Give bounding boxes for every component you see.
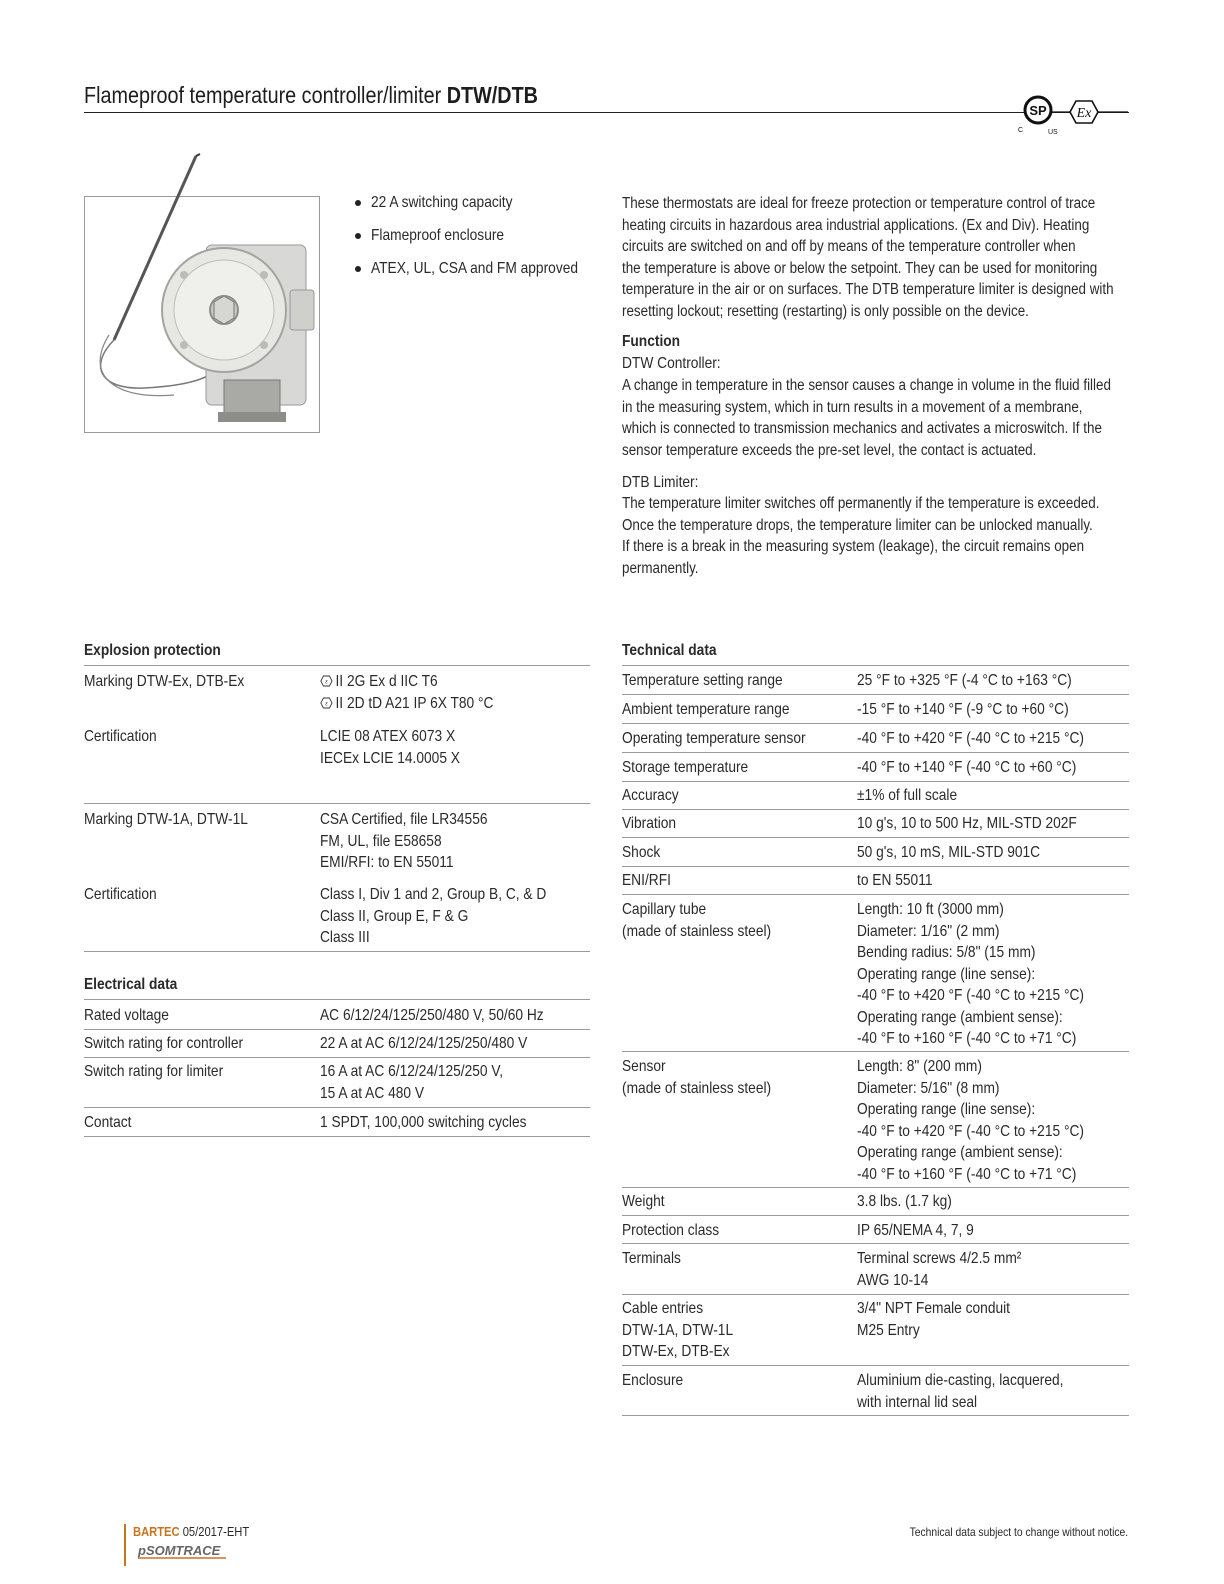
svg-text:ε: ε [325, 679, 328, 686]
technical-row-label [622, 757, 769, 779]
technical-row-value [857, 728, 1121, 750]
limiter-label: DTB Limiter: [622, 474, 699, 491]
cell-line: Marking DTW-1A, DTW-1L [84, 811, 248, 828]
cell-line: Weight [622, 1193, 665, 1210]
technical-heading-rule [622, 665, 1129, 666]
technical-row-label [622, 1370, 693, 1392]
text-line: which is connected to transmission mechanics and activates a microswitch. If the [622, 420, 1102, 438]
cell-line: Marking DTW-Ex, DTB-Ex [84, 673, 245, 690]
brand-name: BARTEC [133, 1524, 180, 1539]
cell-line: Cable entries [622, 1300, 704, 1317]
svg-text:ε: ε [325, 700, 328, 708]
cell-line: -40 °F to +160 °F (-40 °C to +71 °C) [857, 1030, 1077, 1047]
marking-line [320, 693, 493, 715]
cell-line: 3.8 lbs. (1.7 kg) [857, 1193, 952, 1210]
electrical-row-label [84, 1005, 183, 1027]
cell-line: Bending radius: 5/8" (15 mm) [857, 944, 1036, 961]
technical-row-rule [622, 1294, 1129, 1295]
cell-line: Class III [320, 929, 370, 946]
cell-line: AWG 10-14 [857, 1271, 929, 1289]
cell-line: -40 °F to +140 °F (-40 °C to +60 °C) [857, 759, 1077, 776]
technical-row-label [622, 1220, 735, 1242]
technical-row-value [857, 670, 1107, 692]
cell-line: ENI/RFI [622, 872, 671, 889]
technical-row-label [622, 842, 666, 864]
text-line: temperature in the air or on surfaces. The DTB temperature limiter is designed with [622, 281, 1114, 299]
text-line: sensor temperature exceeds the pre-set level, the contact is actuated. [622, 441, 1037, 459]
cell-line: Storage temperature [622, 759, 749, 776]
cell-line: 3/4" NPT Female conduit [857, 1300, 1011, 1317]
cell-line: 50 g's, 10 mS, MIL-STD 901C [857, 844, 1041, 861]
technical-row-rule [622, 866, 1129, 867]
controller-label: DTW Controller: [622, 355, 721, 372]
electrical-row-rule [84, 1107, 590, 1108]
ex-mark-icon [320, 697, 333, 709]
text-line: permanently. [622, 559, 699, 577]
explosion-row-rule [84, 803, 590, 804]
technical-row-value [857, 1370, 1097, 1413]
feature-item: ATEX, UL, CSA and FM approved [353, 258, 612, 291]
technical-row-label [622, 1298, 751, 1363]
marking-line [320, 671, 493, 693]
electrical-row-value [320, 1005, 580, 1027]
explosion-row-value [320, 809, 515, 874]
text-line: The temperature limiter switches off permanently if the temperature is exceeded. [622, 495, 1100, 512]
text-line: These thermostats are ideal for freeze protection or temperature control of trace [622, 195, 1096, 212]
technical-row-value [857, 842, 1070, 864]
technical-row-rule [622, 1051, 1129, 1052]
technical-row-rule [622, 1243, 1129, 1244]
technical-row-rule [622, 694, 1129, 695]
technical-row-label [622, 1056, 795, 1099]
cell-line: IECEx LCIE 14.0005 X [320, 749, 460, 767]
header-rule [84, 112, 1129, 113]
cell-line: Operating temperature sensor [622, 730, 806, 747]
cell-line: 10 g's, 10 to 500 Hz, MIL-STD 202F [857, 815, 1077, 832]
cell-line: 25 °F to +325 °F (-4 °C to +163 °C) [857, 672, 1072, 689]
cell-line: DTW-1A, DTW-1L [622, 1321, 734, 1339]
technical-row-label [622, 728, 835, 750]
technical-row-rule [622, 1215, 1129, 1216]
technical-heading: Technical data [622, 642, 717, 659]
explosion-row-label [84, 809, 275, 831]
electrical-heading-rule [84, 999, 590, 1000]
footer-accent-bar [124, 1524, 126, 1566]
technical-row-value [857, 870, 945, 892]
electrical-row-label [84, 1112, 139, 1134]
product-image [84, 150, 324, 435]
technical-row-value [857, 1298, 1035, 1341]
cell-line: Capillary tube [622, 901, 707, 918]
cell-line: Accuracy [622, 787, 679, 804]
cell-line: Certification [84, 728, 157, 745]
technical-row-rule [622, 1365, 1129, 1366]
explosion-row-value [320, 726, 483, 769]
technical-row-label [622, 899, 795, 942]
explosion-row-value [320, 884, 583, 949]
cell-line: -15 °F to +140 °F (-9 °C to +60 °C) [857, 701, 1069, 718]
csa-logo-icon [1018, 97, 1058, 136]
cell-line: -40 °F to +420 °F (-40 °C to +215 °C) [857, 1122, 1084, 1140]
technical-row-label [622, 870, 679, 892]
function-heading: Function [622, 333, 681, 350]
explosion-row-label [84, 884, 168, 906]
technical-row-rule [622, 723, 1129, 724]
cell-line: Terminal screws 4/2.5 mm² [857, 1250, 1022, 1267]
text-line: the temperature is above or below the setpoint. They can be used for monitoring [622, 259, 1098, 277]
ex-hexagon-icon [1070, 101, 1098, 123]
electrical-row-rule [84, 1057, 590, 1058]
technical-row-label [622, 813, 685, 835]
technical-row-value [857, 1220, 993, 1242]
explosion-row-rule [84, 951, 590, 952]
title-prefix: Flameproof temperature controller/limiter [84, 82, 447, 108]
explosion-row-label [84, 671, 270, 693]
explosion-row-label [84, 726, 168, 748]
marking-text: II 2G Ex d IIC T6 [335, 673, 438, 690]
cell-line: Vibration [622, 815, 677, 832]
ex-mark-icon [320, 675, 333, 687]
cell-line: CSA Certified, file LR34556 [320, 811, 488, 828]
cell-line: Operating range (ambient sense): [857, 1008, 1063, 1026]
technical-row-value [857, 1248, 1048, 1291]
technical-row-rule [622, 1187, 1129, 1188]
cell-line: AC 6/12/24/125/250/480 V, 50/60 Hz [320, 1007, 544, 1024]
technical-row-value [857, 1056, 1121, 1185]
text-line: resetting lockout; resetting (restarting) is only possible on the device. [622, 302, 1029, 320]
intro-paragraph [622, 193, 1128, 323]
cell-line: Contact [84, 1114, 132, 1131]
technical-row-value [857, 699, 1103, 721]
electrical-row-label [84, 1033, 269, 1055]
product-line-logo-icon [136, 1542, 236, 1560]
marking-text: II 2D tD A21 IP 6X T80 °C [335, 694, 494, 712]
technical-row-rule [622, 837, 1129, 838]
cell-line: Terminals [622, 1250, 681, 1267]
cell-line: Operating range (ambient sense): [857, 1144, 1063, 1161]
csa-logo-text: SP [1029, 103, 1047, 118]
technical-row-value [857, 813, 1113, 835]
electrical-row-value [320, 1112, 560, 1134]
cell-line: DTW-Ex, DTB-Ex [622, 1343, 730, 1360]
cell-line: -40 °F to +420 °F (-40 °C to +215 °C) [857, 730, 1084, 747]
cell-line: EMI/RFI: to EN 55011 [320, 854, 454, 871]
technical-row-rule [622, 781, 1129, 782]
technical-row-value [857, 757, 1112, 779]
technical-row-label [622, 785, 688, 807]
text-line: circuits are switched on and off by means of the temperature controller when [622, 238, 1076, 256]
cell-line: Sensor [622, 1058, 666, 1075]
technical-row-value [857, 785, 973, 807]
cell-line: 22 A at AC 6/12/24/125/250/480 V [320, 1035, 528, 1052]
cell-line: 15 A at AC 480 V [320, 1084, 425, 1102]
technical-row-label [622, 1248, 690, 1270]
technical-row-rule [622, 894, 1129, 895]
ex-logo-text: Ex [1076, 106, 1092, 121]
cell-line: with internal lid seal [857, 1393, 978, 1411]
page-title [84, 82, 612, 109]
electrical-row-rule [84, 1029, 590, 1030]
cell-line: (made of stainless steel) [622, 922, 772, 940]
csa-c-text: C [1018, 127, 1024, 134]
cell-line: FM, UL, file E58658 [320, 832, 442, 850]
text-line: Once the temperature drops, the temperature limiter can be unlocked manually. [622, 516, 1093, 534]
cell-line: Length: 10 ft (3000 mm) [857, 901, 1004, 918]
cell-line: Switch rating for limiter [84, 1063, 224, 1080]
footer-brand [133, 1524, 268, 1539]
certification-logos [1012, 94, 1130, 136]
cell-line: Temperature setting range [622, 672, 783, 689]
cell-line: Class II, Group E, F & G [320, 907, 469, 925]
cell-line: 16 A at AC 6/12/24/125/250 V, [320, 1063, 504, 1080]
feature-list [353, 192, 612, 291]
explosion-row-value [320, 671, 522, 714]
technical-row-label [622, 670, 809, 692]
cell-line: Operating range (line sense): [857, 1101, 1036, 1118]
limiter-paragraph [622, 493, 1128, 579]
electrical-row-label [84, 1061, 246, 1083]
feature-item: Flameproof enclosure [353, 225, 612, 258]
cell-line: Shock [622, 844, 661, 861]
cell-line: Aluminium die-casting, lacquered, [857, 1372, 1064, 1389]
cell-line: Certification [84, 886, 157, 903]
document-code: 05/2017-EHT [179, 1524, 250, 1539]
cell-line: -40 °F to +420 °F (-40 °C to +215 °C) [857, 987, 1084, 1004]
cell-line: Ambient temperature range [622, 701, 790, 718]
technical-row-rule [622, 1415, 1129, 1416]
electrical-row-value [320, 1061, 533, 1104]
cell-line: ±1% of full scale [857, 787, 958, 804]
text-line: A change in temperature in the sensor causes a change in volume in the fluid filled [622, 377, 1111, 394]
explosion-heading-rule [84, 665, 590, 666]
technical-row-value [857, 1191, 967, 1213]
cell-line: M25 Entry [857, 1321, 920, 1339]
title-model: DTW/DTB [446, 82, 538, 108]
technical-row-rule [622, 752, 1129, 753]
cell-line: Operating range (line sense): [857, 965, 1036, 983]
cell-line: -40 °F to +160 °F (-40 °C to +71 °C) [857, 1165, 1077, 1183]
technical-row-label [622, 1191, 672, 1213]
cell-line: Diameter: 5/16" (8 mm) [857, 1079, 1000, 1097]
cell-line: (made of stainless steel) [622, 1079, 772, 1097]
csa-us-text: US [1048, 129, 1058, 136]
technical-row-label [622, 699, 817, 721]
text-line: in the measuring system, which in turn results in a movement of a membrane, [622, 398, 1083, 416]
electrical-row-value [320, 1033, 561, 1055]
feature-item: 22 A switching capacity [353, 192, 612, 225]
product-line-logo-text: pSOMTRACE [138, 1543, 221, 1558]
cell-line: Protection class [622, 1222, 720, 1239]
technical-row-rule [622, 809, 1129, 810]
text-line: If there is a break in the measuring system (leakage), the circuit remains open [622, 538, 1085, 556]
electrical-heading: Electrical data [84, 976, 178, 993]
explosion-heading: Explosion protection [84, 642, 221, 659]
cell-line: Rated voltage [84, 1007, 169, 1024]
cell-line: Length: 8" (200 mm) [857, 1058, 982, 1075]
cell-line: Diameter: 1/16" (2 mm) [857, 922, 1000, 940]
technical-row-value [857, 899, 1121, 1050]
cell-line: 1 SPDT, 100,000 switching cycles [320, 1114, 527, 1131]
cell-line: Class I, Div 1 and 2, Group B, C, & D [320, 886, 547, 903]
text-line: heating circuits in hazardous area industrial applications. (Ex and Div). Heating [622, 216, 1090, 234]
cell-line: Switch rating for controller [84, 1035, 244, 1052]
disclaimer-note: Technical data subject to change without notice. [909, 1525, 1128, 1539]
electrical-row-rule [84, 1136, 590, 1137]
cell-line: to EN 55011 [857, 872, 933, 889]
cell-line: Enclosure [622, 1372, 684, 1389]
controller-paragraph [622, 375, 1128, 461]
cell-line: LCIE 08 ATEX 6073 X [320, 728, 456, 745]
cell-line: IP 65/NEMA 4, 7, 9 [857, 1222, 974, 1239]
